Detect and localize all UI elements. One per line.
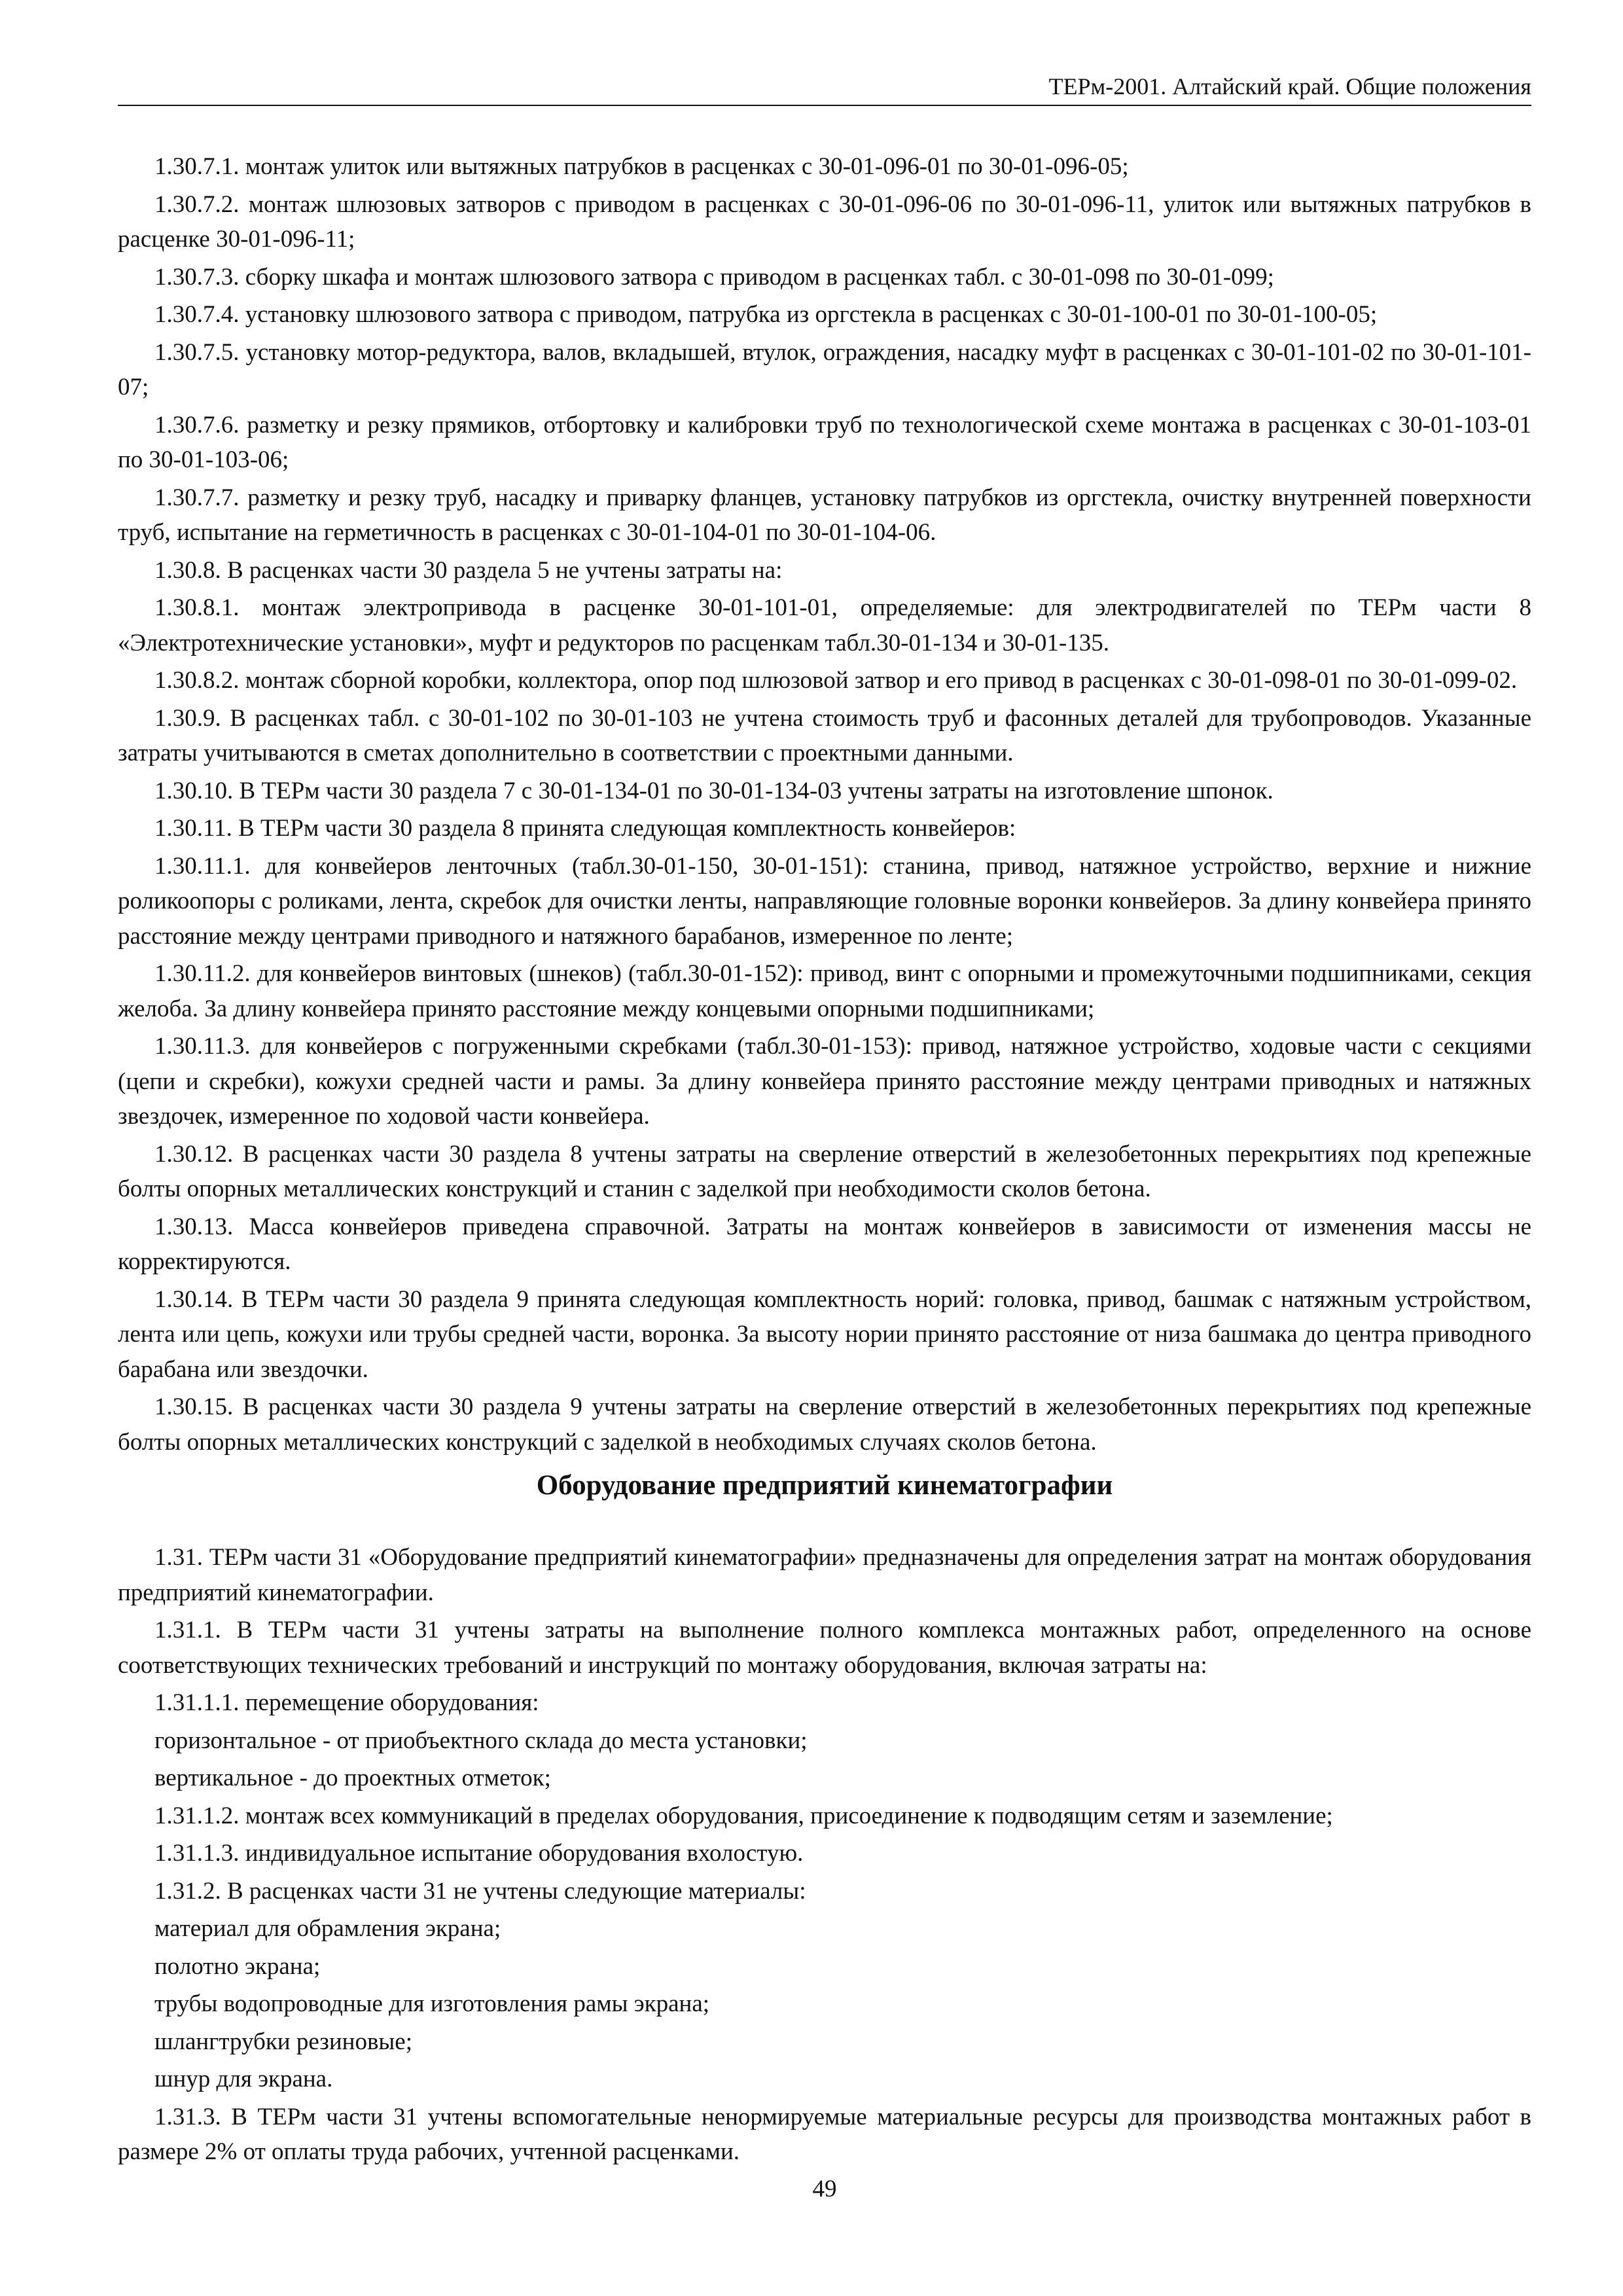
paragraph: трубы водопроводные для изготовления рамы экрана;	[154, 1990, 710, 2017]
paragraph: 1.30.7.3. сборку шкафа и монтаж шлюзового затвора с приводом в расценках табл. с 30-01-098 по 30-01-099;	[154, 263, 1274, 291]
paragraph: 1.31.1.1. перемещение оборудования:	[154, 1689, 539, 1716]
running-header: ТЕРм-2001. Алтайский край. Общие положения	[1048, 73, 1531, 99]
paragraph: 1.30.8. В расценках части 30 раздела 5 не учтены затраты на:	[154, 556, 783, 584]
paragraph: 1.30.8.2. монтаж сборной коробки, коллектора, опор под шлюзовой затвор и его привод в расценках с 30-01-098-01 по 30-01-099-02.	[154, 667, 1518, 694]
paragraph: 1.30.12. В расценках части 30 раздела 8 учтены затраты на сверление отверстий в железобетонных перекрытиях под крепежные болты опорных металлических конструкций и станин с заделкой при необходимости сколов бетона.	[118, 1140, 1531, 1202]
header-rule	[118, 105, 1531, 106]
paragraph: 1.31.1.3. индивидуальное испытание оборудования вхолостую.	[154, 1840, 804, 1867]
paragraph: 1.30.10. В ТЕРм части 30 раздела 7 с 30-01-134-01 по 30-01-134-03 учтены затраты на изготовление шпонок.	[154, 777, 1274, 804]
paragraph: 1.30.11.2. для конвейеров винтовых (шнеков) (табл.30-01-152): привод, винт с опорными и промежуточными подшипниками, секция желоба. За длину конвейера принято расстояние между концевыми опорными подшипниками;	[118, 960, 1531, 1022]
paragraph: полотно экрана;	[154, 1952, 321, 1980]
paragraph: 1.30.11. В ТЕРм части 30 раздела 8 принята следующая комплектность конвейеров:	[154, 815, 1016, 842]
paragraph: 1.30.13. Масса конвейеров приведена справочной. Затраты на монтаж конвейеров в зависимости от изменения массы не корректируются.	[118, 1213, 1531, 1275]
paragraph: 1.31.2. В расценках части 31 не учтены следующие материалы:	[154, 1877, 806, 1905]
paragraph: вертикальное - до проектных отметок;	[154, 1765, 551, 1791]
paragraph: материал для обрамления экрана;	[154, 1915, 501, 1942]
paragraph: шнур для экрана.	[154, 2066, 333, 2092]
paragraph: 1.30.7.7. разметку и резку труб, насадку и приварку фланцев, установку патрубков из оргстекла, очистку внутренней поверхности труб, испытание на герметичность в расценках с 30-01-104-01 по 30-01-104-06.	[118, 484, 1531, 546]
paragraph: 1.31.1.2. монтаж всех коммуникаций в пределах оборудования, присоединение к подводящим сетям и заземление;	[154, 1802, 1333, 1829]
paragraph: 1.30.7.4. установку шлюзового затвора с приводом, патрубка из оргстекла в расценках с 30-01-100-01 по 30-01-100-05;	[154, 301, 1378, 328]
paragraph: 1.30.7.1. монтаж улиток или вытяжных патрубков в расценках с 30-01-096-01 по 30-01-096-05;	[154, 153, 1129, 180]
paragraph: 1.31. ТЕРм части 31 «Оборудование предприятий кинематографии» предназначены для определения затрат на монтаж оборудования предприятий кинематографии.	[118, 1544, 1531, 1606]
page-number: 49	[812, 2176, 837, 2202]
paragraph: 1.31.3. В ТЕРм части 31 учтены вспомогательные ненормируемые материальные ресурсы для производства монтажных работ в размере 2% от оплаты труда рабочих, учтенной расценками.	[118, 2103, 1531, 2165]
paragraph: 1.30.11.3. для конвейеров с погруженными скребками (табл.30-01-153): привод, натяжное устройство, ходовые части с секциями (цепи и скребки), кожухи средней части и рамы. За длину конвейера принято расстояние между центрами приводных и натяжных звездочек, измеренное по ходовой части конвейера.	[118, 1033, 1531, 1130]
paragraph: шлангтрубки резиновые;	[154, 2028, 412, 2055]
section-cinema-text	[118, 1540, 1531, 2172]
paragraph: 1.30.11.1. для конвейеров ленточных (табл.30-01-150, 30-01-151): станина, привод, натяжное устройство, верхние и нижние роликоопоры с роликами, лента, скребок для очистки ленты, направляющие головные воронки конвейеров. За длину конвейера принято расстояние между центрами приводного и натяжного барабанов, измеренное по ленте;	[118, 852, 1531, 950]
section-conveyors-text	[118, 149, 1531, 1462]
paragraph: 1.30.15. В расценках части 30 раздела 9 учтены затраты на сверление отверстий в железобетонных перекрытиях под крепежные болты опорных металлических конструкций с заделкой в необходимых случаях сколов бетона.	[118, 1393, 1531, 1456]
paragraph: 1.30.7.2. монтаж шлюзовых затворов с приводом в расценках с 30-01-096-06 по 30-01-096-11, улиток или вытяжных патрубков в расценке 30-01-096-11;	[118, 190, 1531, 253]
paragraph: 1.30.7.6. разметку и резку прямиков, отбортовку и калибровки труб по технологической схеме монтажа в расценках с 30-01-103-01 по 30-01-103-06;	[118, 411, 1531, 473]
paragraph: 1.30.8.1. монтаж электропривода в расценке 30-01-101-01, определяемые: для электродвигателей по ТЕРм части 8 «Электротехнические установки», муфт и редукторов по расценкам табл.30-01-134 и 30-01-135.	[118, 594, 1531, 656]
paragraph: 1.30.9. В расценках табл. с 30-01-102 по 30-01-103 не учтена стоимость труб и фасонных деталей для трубопроводов. Указанные затраты учитываются в сметах дополнительно в соответствии с проектными данными.	[118, 704, 1531, 766]
paragraph: 1.30.7.5. установку мотор-редуктора, валов, вкладышей, втулок, ограждения, насадку муфт в расценках с 30-01-101-02 по 30-01-101-07;	[118, 338, 1531, 401]
section-heading: Оборудование предприятий кинематографии	[536, 1470, 1113, 1501]
paragraph: 1.30.14. В ТЕРм части 30 раздела 9 принята следующая комплектность норий: головка, привод, башмак с натяжным устройством, лента или цепь, кожухи или трубы средней части, воронка. За высоту нории принято расстояние от низа башмака до центра приводного барабана или звездочки.	[118, 1285, 1531, 1383]
paragraph: горизонтальное - от приобъектного склада до места установки;	[154, 1727, 808, 1754]
paragraph: 1.31.1. В ТЕРм части 31 учтены затраты на выполнение полного комплекса монтажных работ, определенного на основе соответствующих технических требований и инструкций по монтажу оборудования, включая затраты на:	[118, 1617, 1531, 1679]
